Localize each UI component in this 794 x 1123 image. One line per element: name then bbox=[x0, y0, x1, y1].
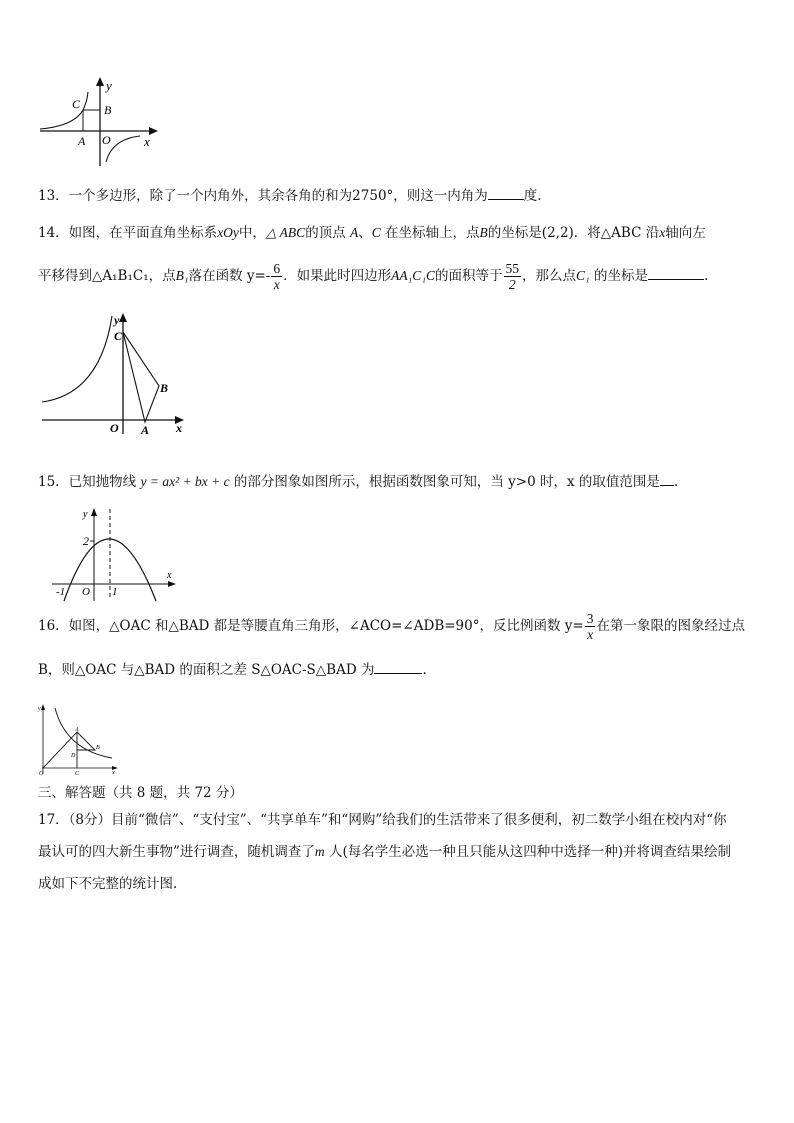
fig12-b: B bbox=[104, 103, 112, 117]
q16-text-3: B，则△OAC 与△BAD 的面积之差 S△OAC-S△BAD 为 bbox=[38, 662, 375, 678]
q14-b1: B₁ bbox=[175, 268, 189, 283]
fig16-d: D bbox=[71, 753, 76, 759]
fig12-y: y bbox=[106, 78, 112, 93]
q14-frac2-den: 2 bbox=[508, 277, 516, 292]
q16-frac-num: 3 bbox=[586, 611, 594, 626]
fig14-b: B bbox=[160, 381, 169, 395]
q14-answer-blank[interactable] bbox=[648, 267, 704, 280]
q17-text-1: 最认可的四大新生事物”进行调查，随机调查了 bbox=[38, 844, 315, 860]
q17-text-2: 人(每名学生必选一种且只能从这四种中选择一种)并将调查结果绘制 bbox=[328, 844, 731, 860]
fig15-o: O bbox=[82, 586, 90, 598]
fig12-o: O bbox=[102, 133, 111, 147]
fig16-y: y bbox=[38, 706, 41, 712]
q14-fraction-55-2 bbox=[504, 261, 522, 292]
fig14-c: C bbox=[114, 329, 123, 343]
question-16-line-1 bbox=[38, 606, 745, 646]
q14-text-1: 14．如图，在平面直角坐标系 bbox=[38, 225, 218, 241]
q13-suffix: 度. bbox=[523, 188, 542, 204]
question-17-line-2 bbox=[38, 843, 731, 861]
q14-c1: C₁ bbox=[576, 268, 590, 283]
fig16-o: O bbox=[39, 771, 44, 777]
q14-quad: AA₁C₁C bbox=[391, 268, 436, 283]
q14-text-11: 的面积等于 bbox=[435, 268, 503, 284]
fig14-o: O bbox=[110, 421, 119, 435]
question-13 bbox=[38, 187, 542, 205]
q14-figure bbox=[38, 310, 190, 438]
fig15-x: x bbox=[167, 570, 172, 581]
question-15 bbox=[38, 473, 678, 491]
q15-formula: y = ax² + bx + c bbox=[140, 474, 230, 489]
question-17-line-1: 17．（8分）目前“微信”、“支付宝”、“共享单车”和“网购”给我们的生活带来了很多便利，初二数学小组在校内对“你 bbox=[38, 812, 727, 828]
fig15-two: 2 bbox=[83, 534, 89, 548]
q16-text-4: . bbox=[422, 662, 427, 678]
fig14-y: y bbox=[114, 313, 120, 327]
q14-text-9: 落在函数 y=- bbox=[188, 268, 271, 284]
fig15-one: 1 bbox=[112, 586, 118, 598]
question-14-line-2 bbox=[38, 256, 708, 296]
fig16-b: B bbox=[96, 745, 100, 751]
section-3-title: 三、解答题（共 8 题，共 72 分） bbox=[38, 785, 243, 801]
q14-frac-num: 6 bbox=[273, 261, 281, 276]
q14-frac-den: x bbox=[273, 277, 280, 292]
q14-point-b: B bbox=[479, 225, 488, 240]
q14-text-5: 在坐标轴上，点 bbox=[385, 225, 480, 241]
fig12-a: A bbox=[78, 134, 86, 148]
q14-text-7: 轴向左 bbox=[665, 225, 706, 241]
fig14-x: x bbox=[176, 421, 182, 435]
fig16-x: x bbox=[112, 770, 115, 776]
q14-text-8: 平移得到△A₁B₁C₁，点 bbox=[38, 268, 176, 284]
q14-x: x bbox=[659, 225, 666, 240]
q14-text-3: 的顶点 bbox=[305, 225, 346, 241]
q14-xoy: xOy bbox=[217, 225, 239, 240]
q16-frac-den: x bbox=[587, 627, 594, 642]
q15-text-3: . bbox=[673, 474, 679, 490]
q15-text-1: 15．已知抛物线 bbox=[38, 474, 137, 490]
question-14-line-1 bbox=[38, 224, 706, 242]
fig15-neg1: -1 bbox=[56, 586, 66, 598]
fig16-a: A bbox=[75, 727, 79, 733]
q14-frac2-num: 55 bbox=[505, 261, 520, 276]
q14-triangle: △ ABC bbox=[265, 225, 306, 240]
q14-text-13: 的坐标是 bbox=[594, 268, 649, 284]
q15-text-2: 的部分图象如图所示，根据函数图象可知，当 y>0 时，x 的取值范围是 bbox=[233, 474, 660, 490]
q15-figure bbox=[50, 505, 182, 605]
q14-point-a: A bbox=[349, 225, 359, 240]
fig14-a: A bbox=[141, 423, 150, 437]
q14-text-4: 、 bbox=[358, 225, 372, 241]
fig12-x: x bbox=[144, 134, 150, 149]
q14-text-10: ．如果此时四边形 bbox=[283, 268, 392, 284]
q14-text-2: 中， bbox=[238, 225, 266, 241]
q16-fraction-3-x bbox=[585, 611, 596, 642]
q16-answer-blank[interactable] bbox=[374, 661, 422, 674]
q16-text-1: 16．如图，△OAC 和△BAD 都是等腰直角三角形，∠ACO=∠ADB=90°，反比例函数 y= bbox=[38, 618, 584, 634]
question-16-line-2 bbox=[38, 661, 427, 679]
q13-text: 13．一个多边形，除了一个内角外，其余各角的和为2750°，则这一内角为 bbox=[38, 188, 488, 204]
question-17-line-3: 成如下不完整的统计图. bbox=[38, 876, 178, 892]
q16-text-2: 在第一象限的图象经过点 bbox=[596, 618, 745, 634]
q15-answer-blank[interactable] bbox=[660, 473, 674, 486]
q14-text-14: . bbox=[704, 268, 709, 284]
q13-answer-blank[interactable] bbox=[488, 187, 524, 200]
q12-figure bbox=[36, 74, 160, 170]
q16-figure bbox=[36, 702, 120, 778]
q17-m: m bbox=[314, 844, 325, 859]
fig15-y: y bbox=[83, 509, 88, 520]
q14-text-12: ，那么点 bbox=[522, 268, 577, 284]
q14-point-c: C bbox=[371, 225, 381, 240]
q14-fraction-6-x bbox=[271, 261, 282, 292]
fig16-c: C bbox=[75, 771, 80, 777]
q14-text-6: 的坐标是(2,2)．将△ABC 沿 bbox=[487, 225, 660, 241]
fig12-c: C bbox=[72, 97, 81, 111]
